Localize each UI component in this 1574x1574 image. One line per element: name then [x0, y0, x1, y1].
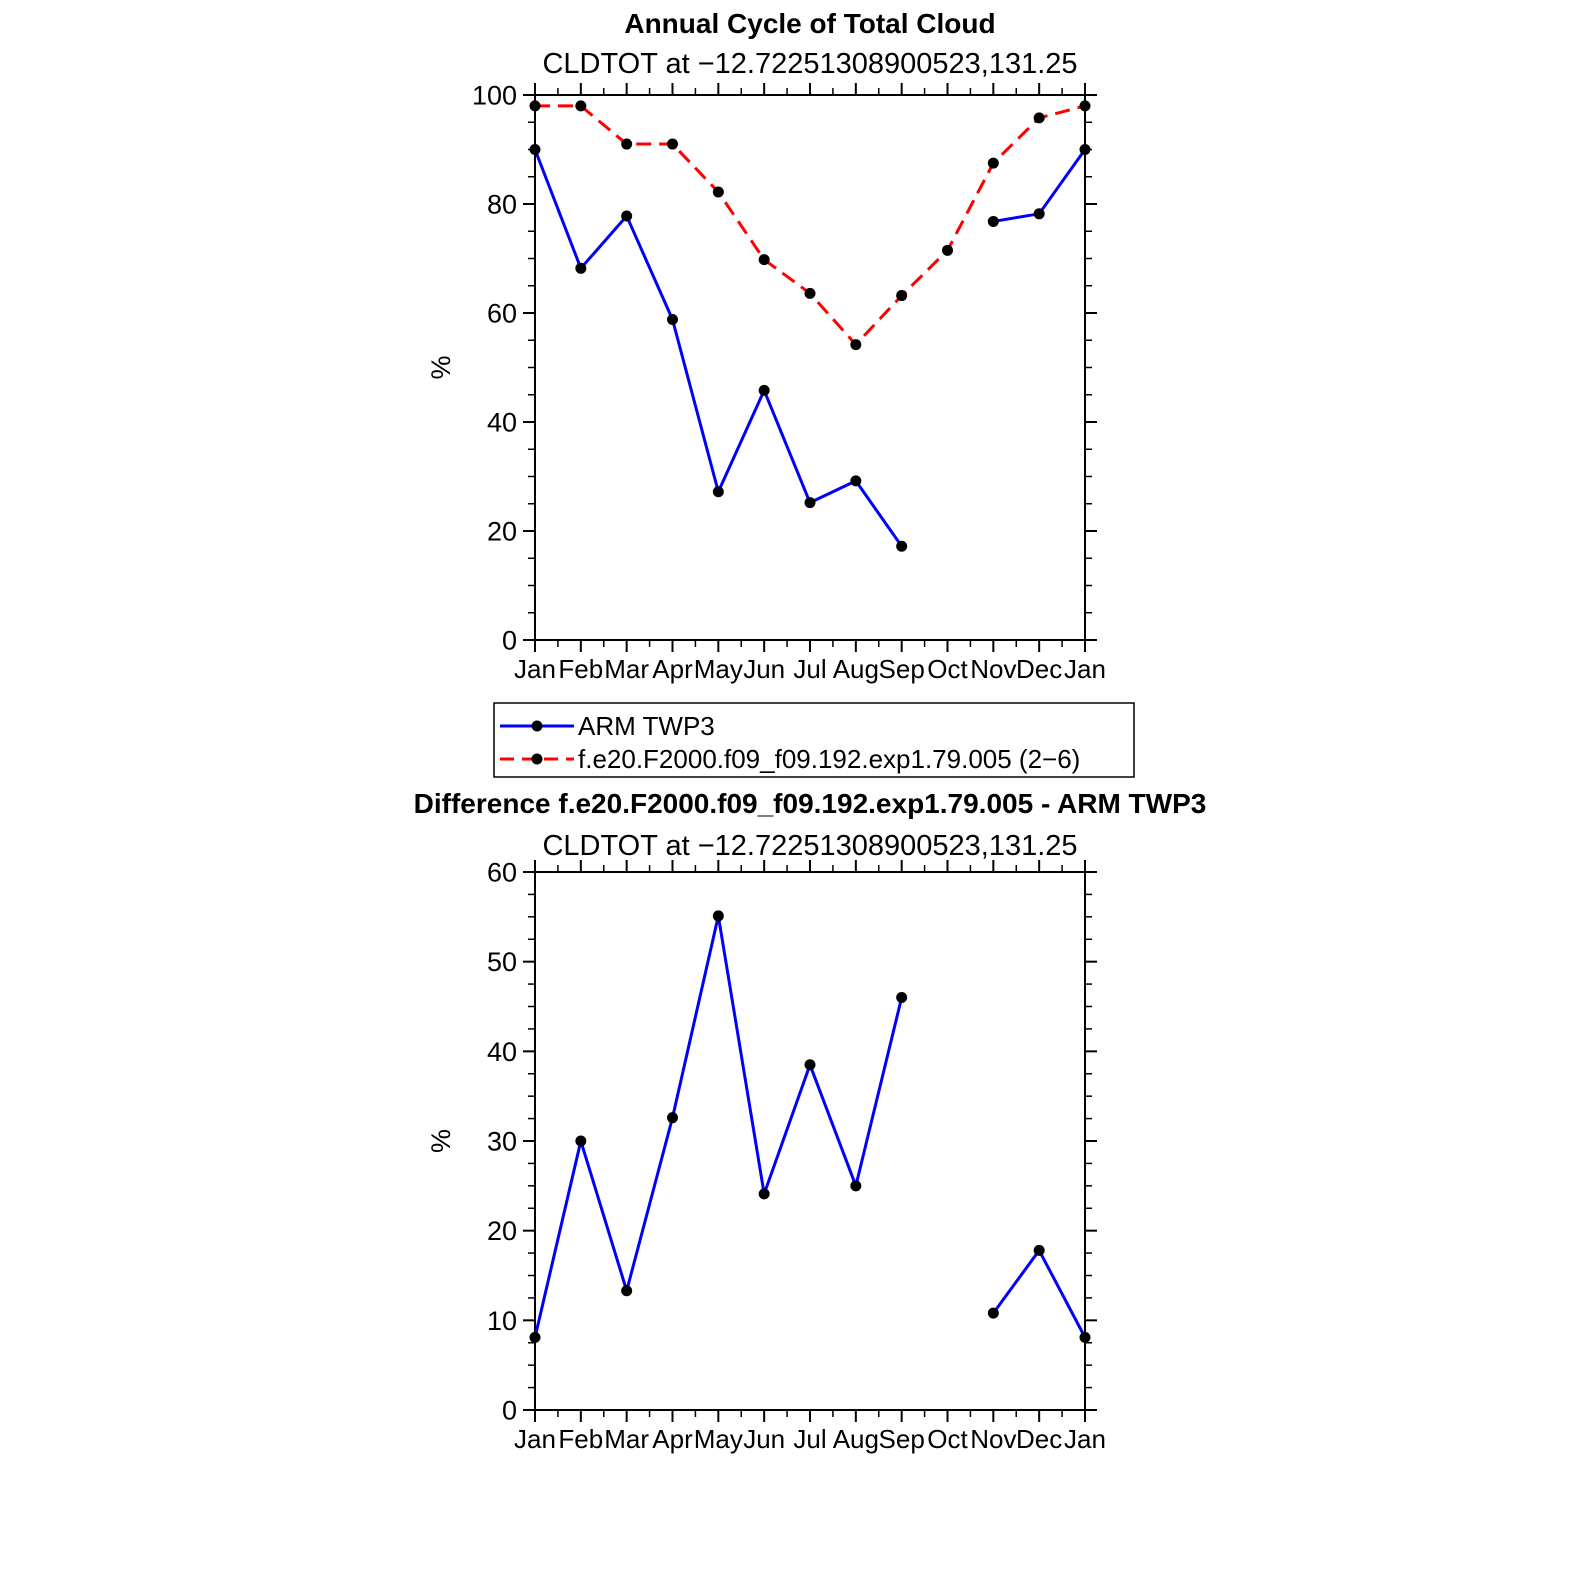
bottom-chart-subtitle: CLDTOT at −12.72251308900523,131.25 — [542, 830, 1078, 862]
x-tick-label: Apr — [652, 1424, 693, 1454]
data-point-marker — [713, 187, 724, 198]
data-point-marker — [896, 541, 907, 552]
x-tick-label: Jan — [514, 654, 556, 684]
y-tick-label: 40 — [486, 407, 517, 438]
top-chart-subtitle: CLDTOT at −12.72251308900523,131.25 — [542, 48, 1078, 80]
x-tick-label: Sep — [878, 1424, 925, 1454]
y-tick-label: 10 — [486, 1305, 517, 1336]
x-tick-label: May — [693, 1424, 743, 1454]
x-tick-label: Dec — [1016, 1424, 1063, 1454]
data-point-marker — [988, 216, 999, 227]
x-tick-label: Jun — [743, 1424, 786, 1454]
x-tick-label: Aug — [832, 654, 879, 684]
data-point-marker — [667, 314, 678, 325]
y-tick-label: 80 — [486, 189, 517, 220]
top-chart-title: Annual Cycle of Total Cloud — [624, 8, 996, 39]
x-tick-label: May — [693, 654, 743, 684]
data-point-marker — [942, 245, 953, 256]
bottom-chart-title: Difference f.e20.F2000.f09_f09.192.exp1.79.005 - ARM TWP3 — [413, 788, 1207, 819]
data-point-marker — [896, 992, 907, 1003]
x-tick-label: Aug — [832, 1424, 879, 1454]
plot-frame — [535, 872, 1085, 1410]
x-tick-label: Sep — [878, 654, 925, 684]
x-tick-label: Jan — [1064, 1424, 1106, 1454]
legend — [494, 703, 1134, 777]
data-point-marker — [1080, 100, 1091, 111]
data-point-marker — [621, 210, 632, 221]
y-axis-label: % — [426, 355, 456, 380]
data-point-marker — [621, 139, 632, 150]
data-point-marker — [1034, 208, 1045, 219]
legend-label: ARM TWP3 — [578, 711, 715, 742]
data-point-marker — [1034, 112, 1045, 123]
y-axis-label: % — [426, 1128, 456, 1154]
data-point-marker — [759, 1188, 770, 1199]
data-point-marker — [575, 263, 586, 274]
data-point-marker — [1080, 1332, 1091, 1343]
data-point-marker — [530, 144, 541, 155]
x-tick-label: Feb — [558, 1424, 604, 1454]
y-tick-label: 100 — [471, 80, 517, 111]
y-tick-label: 0 — [501, 1395, 517, 1426]
data-point-marker — [850, 475, 861, 486]
data-point-marker — [621, 1285, 632, 1296]
data-point-marker — [850, 339, 861, 350]
data-point-marker — [988, 1308, 999, 1319]
x-tick-label: Jul — [793, 654, 827, 684]
data-point-marker — [805, 497, 816, 508]
y-tick-label: 60 — [486, 857, 517, 888]
top-chart — [426, 80, 1106, 684]
data-point-marker — [667, 1112, 678, 1123]
y-tick-label: 40 — [486, 1036, 517, 1067]
data-point-marker — [530, 100, 541, 111]
y-tick-label: 0 — [501, 625, 517, 656]
x-tick-label: Feb — [558, 654, 604, 684]
plot-frame — [535, 95, 1085, 640]
data-point-marker — [759, 254, 770, 265]
legend-sample-marker — [532, 721, 543, 732]
series-line — [535, 916, 902, 1337]
data-point-marker — [575, 100, 586, 111]
x-tick-label: Jun — [743, 654, 786, 684]
data-point-marker — [850, 1180, 861, 1191]
data-point-marker — [1034, 1245, 1045, 1256]
x-tick-label: Oct — [927, 654, 968, 684]
data-point-marker — [759, 385, 770, 396]
data-point-marker — [667, 139, 678, 150]
y-tick-label: 50 — [486, 947, 517, 978]
y-tick-label: 30 — [486, 1126, 517, 1157]
x-tick-label: Dec — [1016, 654, 1063, 684]
x-tick-label: Mar — [604, 654, 650, 684]
x-tick-label: Oct — [927, 1424, 968, 1454]
x-tick-label: Mar — [604, 1424, 650, 1454]
data-point-marker — [530, 1332, 541, 1343]
data-point-marker — [988, 158, 999, 169]
legend-sample-marker — [532, 754, 543, 765]
x-tick-label: Jan — [1064, 654, 1106, 684]
series-line — [993, 1250, 1085, 1337]
x-tick-label: Nov — [970, 654, 1017, 684]
data-point-marker — [713, 486, 724, 497]
x-tick-label: Jan — [514, 1424, 556, 1454]
x-tick-label: Jul — [793, 1424, 827, 1454]
legend-label: f.e20.F2000.f09_f09.192.exp1.79.005 (2−6) — [578, 744, 1081, 775]
data-point-marker — [1080, 144, 1091, 155]
data-point-marker — [805, 1059, 816, 1070]
bottom-chart — [426, 857, 1106, 1454]
data-point-marker — [896, 290, 907, 301]
data-point-marker — [805, 288, 816, 299]
y-tick-label: 20 — [486, 1216, 517, 1247]
x-tick-label: Nov — [970, 1424, 1017, 1454]
x-tick-label: Apr — [652, 654, 693, 684]
y-tick-label: 60 — [486, 298, 517, 329]
data-point-marker — [713, 910, 724, 921]
data-point-marker — [575, 1136, 586, 1147]
y-tick-label: 20 — [486, 516, 517, 547]
